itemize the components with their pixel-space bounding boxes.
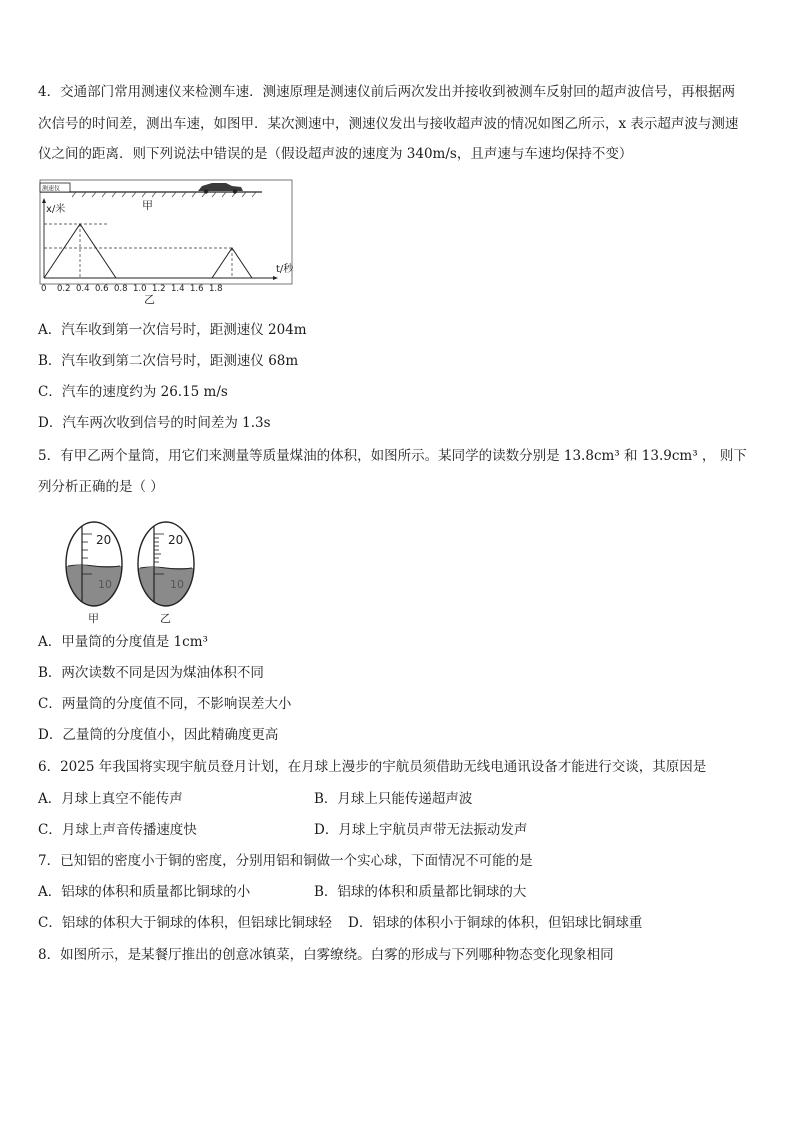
q7-stem: 7．已知铝的密度小于铜的密度，分别用铝和铜做一个实心球，下面情况不可能的是 <box>38 853 533 869</box>
q4-stem-line1: 4．交通部门常用测速仪来检测车速．测速原理是测速仪前后两次发出并接收到被测车反射回的超声波信号，再根据两 <box>38 84 736 100</box>
q7-option-d: D．铝球的体积小于铜球的体积，但铝球比铜球重 <box>348 915 643 931</box>
svg-text:20: 20 <box>96 533 112 547</box>
svg-text:0: 0 <box>41 284 47 294</box>
q6-option-a: A．月球上真空不能传声 <box>38 791 183 807</box>
q5-option-b: B．两次读数不同是因为煤油体积不同 <box>38 665 264 681</box>
q4-stem-line3: 仪之间的距离．则下列说法中错误的是（假设超声波的速度为 340m/s，且声速与车速均保持不变） <box>38 146 633 162</box>
svg-text:1.4: 1.4 <box>171 284 185 294</box>
cylinder-jia <box>66 522 122 610</box>
q5-stem-line1: 5．有甲乙两个量筒，用它们来测量等质量煤油的体积，如图所示。某同学的读数分别是 13.8cm³ 和 13.9cm³ ， 则下 <box>38 448 747 464</box>
q5-stem-line2: 列分析正确的是（ ） <box>38 479 164 495</box>
cylinder-label-yi: 乙 <box>160 612 171 625</box>
q4-option-b: B．汽车收到第二次信号时，距测速仪 68m <box>38 353 299 369</box>
q5-option-a: A．甲量筒的分度值是 1cm³ <box>38 634 208 650</box>
q7-option-a: A．铝球的体积和质量都比铜球的小 <box>38 884 251 900</box>
q5-option-d: D．乙量筒的分度值小，因此精确度更高 <box>38 727 279 743</box>
svg-text:1.6: 1.6 <box>190 284 204 294</box>
q5-option-c: C．两量筒的分度值不同，不影响误差大小 <box>38 696 292 712</box>
figure-frame <box>40 180 292 284</box>
q6-stem: 6．2025 年我国将实现宇航员登月计划，在月球上漫步的宇航员须借助无线电通讯设备才能进行交谈，其原因是 <box>38 759 707 775</box>
svg-text:20: 20 <box>168 533 184 547</box>
q6-option-d: D．月球上宇航员声带无法振动发声 <box>314 822 528 838</box>
q4-option-d: D．汽车两次收到信号的时间差为 1.3s <box>38 415 271 431</box>
q4-stem-line2: 次信号的时间差，测出车速，如图甲．某次测速中，测速仪发出与接收超声波的情况如图乙所示，x 表示超声波与测速 <box>38 116 739 132</box>
q7-option-c: C．铝球的体积大于铜球的体积，但铝球比铜球轻 <box>38 915 332 931</box>
label-jia: 甲 <box>142 199 153 212</box>
x-tick-labels <box>41 284 223 294</box>
svg-text:0.4: 0.4 <box>76 284 90 294</box>
svg-text:10: 10 <box>170 578 184 591</box>
cylinder-label-jia: 甲 <box>88 612 99 625</box>
svg-text:1.0: 1.0 <box>133 284 147 294</box>
liquid-jia <box>66 566 122 610</box>
cylinder-yi <box>138 522 194 612</box>
y-axis-label: x/米 <box>46 204 66 215</box>
x-arrow <box>273 276 278 280</box>
svg-text:10: 10 <box>98 578 112 591</box>
svg-text:1.2: 1.2 <box>152 284 166 294</box>
q4-option-a: A．汽车收到第一次信号时，距测速仪 204m <box>38 322 307 338</box>
svg-text:1.8: 1.8 <box>209 284 223 294</box>
svg-text:0.2: 0.2 <box>57 284 71 294</box>
q4-option-c: C．汽车的速度约为 26.15 m/s <box>38 384 228 400</box>
q5-figure <box>60 518 220 628</box>
q4-figure <box>36 174 298 306</box>
svg-text:0.8: 0.8 <box>114 284 128 294</box>
q8-stem: 8．如图所示，是某餐厅推出的创意冰镇菜，白雾缭绕。白雾的形成与下列哪种物态变化现象相同 <box>38 947 614 963</box>
svg-text:0.6: 0.6 <box>95 284 109 294</box>
y-arrow <box>42 198 46 203</box>
road-hatching <box>72 192 256 197</box>
label-yi: 乙 <box>144 293 155 306</box>
x-axis-label: t/秒 <box>276 264 294 275</box>
q7-option-b: B．铝球的体积和质量都比铜球的大 <box>314 884 527 900</box>
q6-option-b: B．月球上只能传递超声波 <box>314 791 473 807</box>
q6-option-c: C．月球上声音传播速度快 <box>38 822 197 838</box>
device-label: 测速仪 <box>42 185 61 193</box>
